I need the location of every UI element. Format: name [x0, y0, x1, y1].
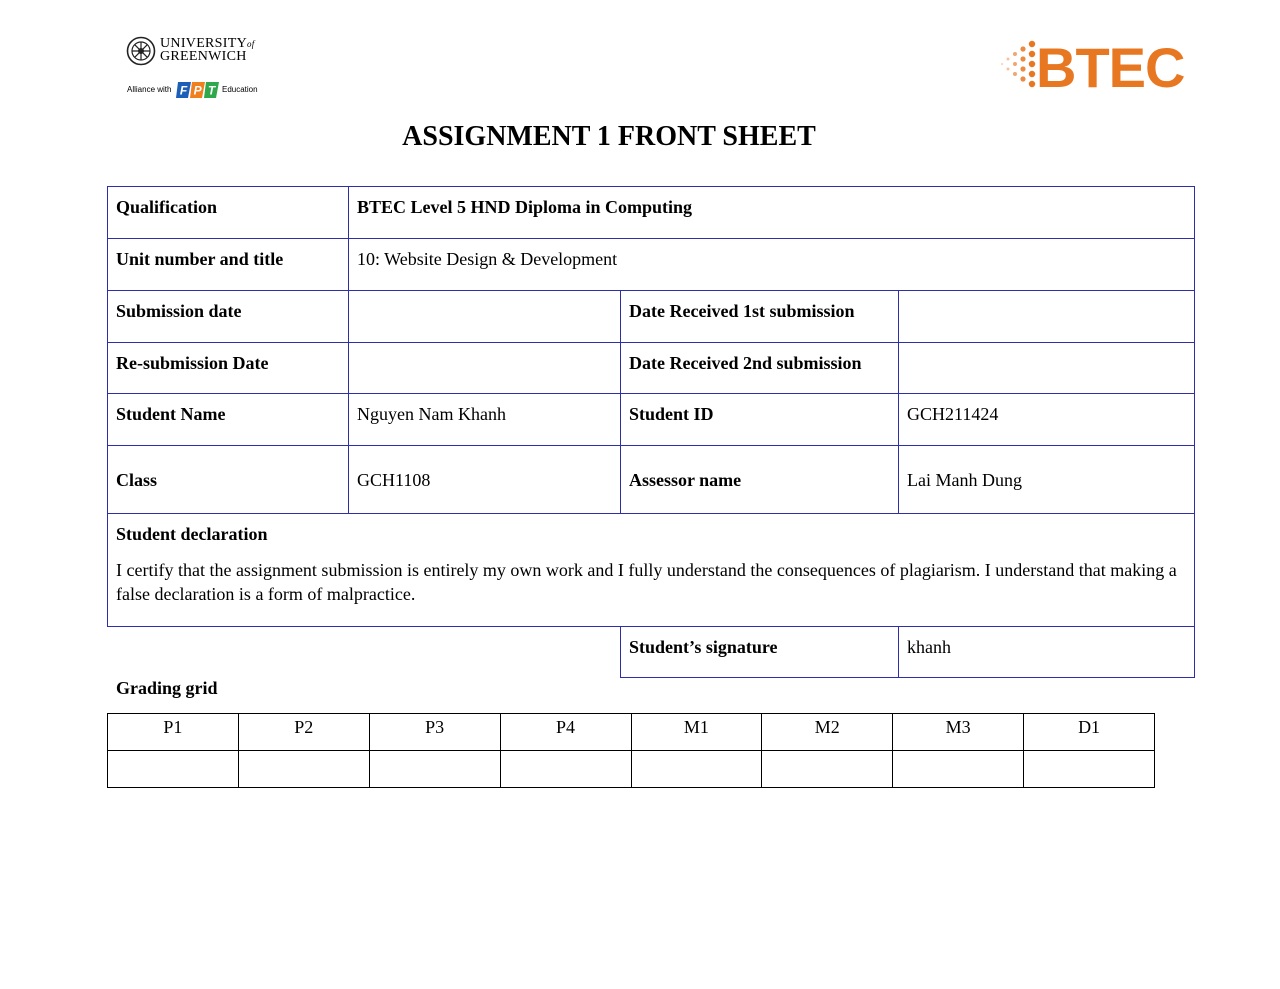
signature-value: khanh [899, 627, 1195, 678]
unit-value: 10: Website Design & Development [349, 239, 1195, 291]
grade-header: P3 [369, 714, 500, 751]
qualification-label: Qualification [108, 187, 349, 239]
resubmission-date-label: Re-submission Date [108, 343, 349, 394]
date-received-2-value [899, 343, 1195, 394]
declaration-text: I certify that the assignment submission is entirely my own work and I fully understand the consequences of plagiarism. I understand that making a false declaration is a form of malpractice. [116, 560, 1177, 604]
class-value: GCH1108 [349, 446, 621, 514]
grade-cell [500, 751, 631, 788]
submission-date-label: Submission date [108, 291, 349, 343]
grade-cell [238, 751, 369, 788]
grade-header: P4 [500, 714, 631, 751]
student-id-label: Student ID [621, 394, 899, 446]
signature-label: Student’s signature [621, 627, 899, 678]
assessor-label: Assessor name [621, 446, 899, 514]
resubmission-date-value [349, 343, 621, 394]
declaration-heading: Student declaration [116, 524, 268, 544]
fpt-letter: T [207, 83, 216, 98]
table-row [108, 187, 1195, 239]
date-received-1-value [899, 291, 1195, 343]
student-name-label: Student Name [108, 394, 349, 446]
table-row [108, 343, 1195, 394]
grading-grid-table [107, 713, 1155, 788]
grade-header: M3 [893, 714, 1024, 751]
university-seal-icon [126, 36, 156, 66]
grading-value-row [108, 751, 1155, 788]
grade-header: P1 [108, 714, 239, 751]
student-name-value: Nguyen Nam Khanh [349, 394, 621, 446]
grading-grid-label: Grading grid [116, 678, 218, 698]
submission-date-value [349, 291, 621, 343]
grade-cell [108, 751, 239, 788]
fpt-letter: F [179, 83, 188, 98]
table-row [108, 446, 1195, 514]
fpt-letter: P [193, 83, 202, 98]
unit-label: Unit number and title [108, 239, 349, 291]
table-row [108, 394, 1195, 446]
front-sheet-table [107, 186, 1195, 678]
table-row [108, 627, 1195, 678]
btec-wordmark: BTEC [1036, 36, 1185, 99]
grade-header: M2 [762, 714, 893, 751]
grade-header: P2 [238, 714, 369, 751]
grade-cell [1024, 751, 1155, 788]
university-name-line1: UNIVERSITYof [160, 36, 255, 51]
student-id-value: GCH211424 [899, 394, 1195, 446]
grade-header: D1 [1024, 714, 1155, 751]
grade-cell [369, 751, 500, 788]
table-row [108, 514, 1195, 627]
date-received-2-label: Date Received 2nd submission [621, 343, 899, 394]
class-label: Class [108, 446, 349, 514]
assessor-value: Lai Manh Dung [899, 446, 1195, 514]
btec-logo [998, 34, 1198, 100]
qualification-value: BTEC Level 5 HND Diploma in Computing [349, 187, 1195, 239]
grade-cell [762, 751, 893, 788]
table-row [108, 291, 1195, 343]
grade-header: M1 [631, 714, 762, 751]
date-received-1-label: Date Received 1st submission [621, 291, 899, 343]
university-logo [124, 34, 264, 106]
student-declaration [108, 514, 1195, 627]
university-name-line2: GREENWICH [160, 49, 247, 64]
page-title: ASSIGNMENT 1 FRONT SHEET [402, 121, 816, 152]
signature-spacer [108, 627, 621, 678]
grade-cell [893, 751, 1024, 788]
grade-cell [631, 751, 762, 788]
grading-header-row [108, 714, 1155, 751]
alliance-text: Alliance with [127, 85, 172, 94]
table-row [108, 239, 1195, 291]
btec-dots-icon [998, 38, 1038, 94]
education-text: Education [222, 85, 258, 94]
fpt-logo-icon [176, 80, 220, 100]
